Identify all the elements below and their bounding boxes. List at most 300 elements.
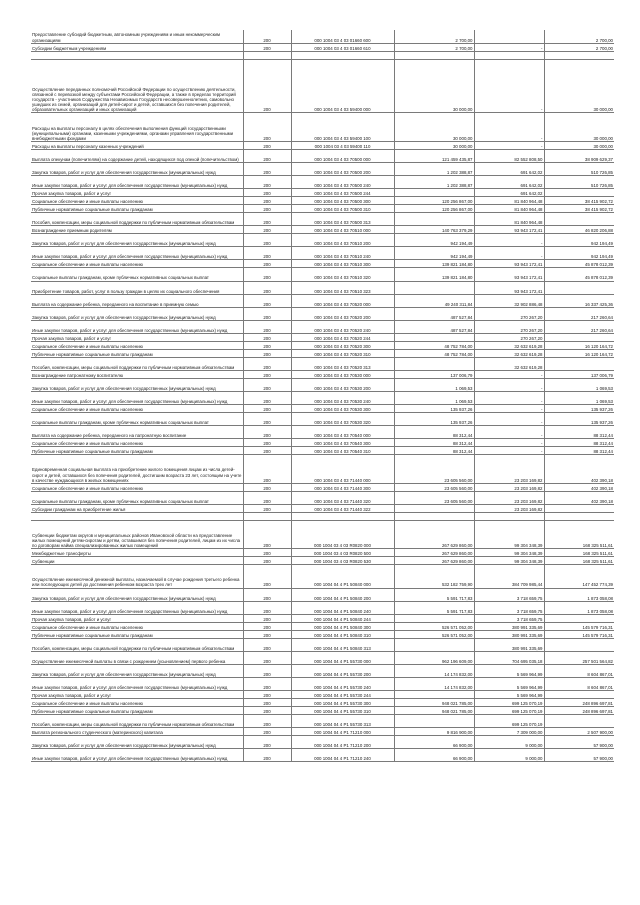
row-classification-code-cell: 000 1004 03 4 03 70520 300 xyxy=(291,341,394,349)
row-classification-code-cell: 000 1004 03 4 03 59400 000 xyxy=(291,59,394,113)
row-line-code-cell: 200 xyxy=(243,678,291,691)
row-name-cell: Публичные нормативные социальные выплаты гражданам xyxy=(31,630,243,638)
row-executed-amount-cell: 32 632 619,28 xyxy=(474,341,544,349)
row-remaining-amount-cell: 135 937,26 xyxy=(544,413,614,426)
row-name-cell: Осуществление ежемесячной выплаты в связи с рождением (усыновлением) первого ребенка xyxy=(31,651,243,664)
row-approved-amount-cell: 948 021 785,00 xyxy=(394,699,474,707)
row-executed-amount-cell: 3 718 659,75 xyxy=(474,588,544,601)
table-row xyxy=(31,379,614,392)
row-classification-code-cell: 000 1004 04 4 Р1 50840 244 xyxy=(291,614,394,622)
row-classification-code-cell: 000 1004 03 4 03 70520 200 xyxy=(291,307,394,320)
row-classification-code-cell: 000 1004 04 4 Р1 50840 313 xyxy=(291,638,394,651)
row-remaining-amount-cell: 217 260,64 xyxy=(544,307,614,320)
row-name-cell: Приобретение товаров, работ, услуг в пользу граждан в целях их социального обеспечения xyxy=(31,281,243,294)
row-classification-code-cell: 000 1004 03 4 03 70540 300 xyxy=(291,439,394,447)
table-row xyxy=(31,162,614,175)
row-remaining-amount-cell xyxy=(544,281,614,294)
row-line-code-cell: 200 xyxy=(243,30,291,43)
row-executed-amount-cell: 23 203 169,82 xyxy=(474,483,544,491)
row-name-cell: Выплата на содержание ребенка, переданного на воспитание в приемную семью xyxy=(31,294,243,307)
row-line-code-cell: 200 xyxy=(243,341,291,349)
table-row xyxy=(31,213,614,226)
row-remaining-amount-cell: 8 604 867,01 xyxy=(544,664,614,677)
row-remaining-amount-cell: 16 120 164,72 xyxy=(544,349,614,357)
row-remaining-amount-cell xyxy=(544,333,614,341)
row-line-code-cell: 200 xyxy=(243,565,291,588)
row-classification-code-cell: 000 1004 04 4 Р1 50840 300 xyxy=(291,622,394,630)
table-row xyxy=(31,588,614,601)
row-line-code-cell: 200 xyxy=(243,176,291,189)
row-classification-code-cell: 000 1004 03 4 03 71440 300 xyxy=(291,483,394,491)
row-line-code-cell: 200 xyxy=(243,588,291,601)
table-row xyxy=(31,176,614,189)
row-classification-code-cell: 000 1004 04 4 Р1 55730 300 xyxy=(291,699,394,707)
row-name-cell: Субвенции бюджетам округов и муниципальных районов Ивановской области на предоставление жилых помещений детям-сиротам и детям, оставшимся без попечения родителей, лицам из их числа по договорам найма специализированных жилых помещений xyxy=(31,520,243,548)
row-remaining-amount-cell: 88 312,44 xyxy=(544,447,614,455)
row-line-code-cell: 200 xyxy=(243,379,291,392)
row-classification-code-cell: 000 1004 04 4 Р1 55730 310 xyxy=(291,707,394,715)
row-executed-amount-cell: - xyxy=(474,43,544,51)
row-remaining-amount-cell: 38 909 629,37 xyxy=(544,149,614,162)
row-executed-amount-cell: 270 267,20 xyxy=(474,320,544,333)
row-remaining-amount-cell: 88 312,44 xyxy=(544,426,614,439)
row-name-cell: Расходы на выплаты персоналу казенных учреждений xyxy=(31,141,243,149)
row-approved-amount-cell: 66 900,00 xyxy=(394,736,474,749)
row-approved-amount-cell: 121 459 435,87 xyxy=(394,149,474,162)
row-approved-amount-cell: 1 069,53 xyxy=(394,392,474,405)
row-line-code-cell: 200 xyxy=(243,205,291,213)
row-name-cell: Иные закупки товаров, работ и услуг для обеспечения государственных (муниципальных) нужд xyxy=(31,320,243,333)
row-classification-code-cell: 000 1004 03 4 03 01660 610 xyxy=(291,43,394,51)
row-remaining-amount-cell: 2 507 900,00 xyxy=(544,728,614,736)
row-name-cell xyxy=(31,512,243,520)
row-remaining-amount-cell: 46 820 206,88 xyxy=(544,226,614,234)
row-classification-code-cell: 000 1004 03 4 03 70530 300 xyxy=(291,405,394,413)
row-classification-code-cell: 000 1004 03 4 03 70540 000 xyxy=(291,426,394,439)
row-classification-code-cell: 000 1004 03 4 03 70520 000 xyxy=(291,294,394,307)
row-line-code-cell: 200 xyxy=(243,483,291,491)
table-row xyxy=(31,728,614,736)
row-executed-amount-cell: 23 203 169,82 xyxy=(474,504,544,512)
row-classification-code-cell: 000 1004 04 4 Р1 50840 240 xyxy=(291,601,394,614)
row-name-cell: Вознаграждение приемным родителям xyxy=(31,226,243,234)
row-approved-amount-cell: 23 605 560,00 xyxy=(394,483,474,491)
row-approved-amount-cell: 5 591 717,83 xyxy=(394,601,474,614)
row-executed-amount-cell: 81 840 964,48 xyxy=(474,205,544,213)
table-row xyxy=(31,281,614,294)
row-approved-amount-cell: 120 256 867,00 xyxy=(394,197,474,205)
row-executed-amount-cell: 5 569 964,99 xyxy=(474,678,544,691)
budget-execution-table xyxy=(31,30,614,762)
row-approved-amount-cell: 1 069,53 xyxy=(394,379,474,392)
table-row xyxy=(31,357,614,370)
row-remaining-amount-cell: 168 325 511,61 xyxy=(544,520,614,548)
row-executed-amount-cell: - xyxy=(474,392,544,405)
row-name-cell: Социальное обеспечение и иные выплаты населению xyxy=(31,622,243,630)
row-line-code-cell: 200 xyxy=(243,213,291,226)
row-name-cell: Социальное обеспечение и иные выплаты населению xyxy=(31,341,243,349)
row-remaining-amount-cell xyxy=(544,51,614,59)
row-executed-amount-cell: - xyxy=(474,379,544,392)
table-row xyxy=(31,699,614,707)
row-remaining-amount-cell: 510 726,85 xyxy=(544,176,614,189)
row-approved-amount-cell xyxy=(394,189,474,197)
table-row xyxy=(31,341,614,349)
table-row xyxy=(31,405,614,413)
row-name-cell: Социальное обеспечение и иные выплаты населению xyxy=(31,699,243,707)
table-row xyxy=(31,678,614,691)
row-classification-code-cell: 000 1004 03 4 03 70530 000 xyxy=(291,371,394,379)
row-line-code-cell: 200 xyxy=(243,189,291,197)
row-name-cell: Пособия, компенсации, меры социальной поддержки по публичным нормативным обязательствам xyxy=(31,638,243,651)
row-line-code-cell: 200 xyxy=(243,371,291,379)
row-approved-amount-cell: 14 174 832,00 xyxy=(394,664,474,677)
row-remaining-amount-cell: 2 700,00 xyxy=(544,43,614,51)
row-classification-code-cell: 000 1004 03 4 03 59400 100 xyxy=(291,113,394,141)
row-approved-amount-cell: 532 182 759,90 xyxy=(394,565,474,588)
row-name-cell: Закупка товаров, работ и услуг для обеспечения государственных (муниципальных) нужд xyxy=(31,162,243,175)
row-name-cell: Вознаграждение патронатному воспитателю xyxy=(31,371,243,379)
row-classification-code-cell: 000 1004 03 4 03 70530 320 xyxy=(291,413,394,426)
row-line-code-cell: 200 xyxy=(243,357,291,370)
row-remaining-amount-cell: 248 896 697,81 xyxy=(544,707,614,715)
row-name-cell: Прочая закупка товаров, работ и услуг xyxy=(31,691,243,699)
row-remaining-amount-cell: 88 312,44 xyxy=(544,439,614,447)
row-line-code-cell: 200 xyxy=(243,43,291,51)
row-executed-amount-cell: - xyxy=(474,426,544,439)
row-line-code-cell xyxy=(243,512,291,520)
row-line-code-cell: 200 xyxy=(243,664,291,677)
row-name-cell: Межбюджетные трансферты xyxy=(31,549,243,557)
row-classification-code-cell: 000 1004 03 4 03 R0820 000 xyxy=(291,520,394,548)
table-row xyxy=(31,234,614,247)
row-name-cell: Публичные нормативные социальные выплаты гражданам xyxy=(31,447,243,455)
table-row xyxy=(31,294,614,307)
row-approved-amount-cell: 135 937,26 xyxy=(394,405,474,413)
row-line-code-cell: 200 xyxy=(243,699,291,707)
row-name-cell: Пособия, компенсации, меры социальной поддержки по публичным нормативным обязательствам xyxy=(31,213,243,226)
row-name-cell: Социальное обеспечение и иные выплаты населению xyxy=(31,439,243,447)
table-row xyxy=(31,392,614,405)
row-approved-amount-cell: 2 700,00 xyxy=(394,30,474,43)
row-classification-code-cell: 000 1004 03 4 03 R0820 530 xyxy=(291,557,394,565)
row-name-cell: Социальное обеспечение и иные выплаты населению xyxy=(31,483,243,491)
row-remaining-amount-cell: 1 069,53 xyxy=(544,392,614,405)
row-name-cell: Субсидии бюджетным учреждениям xyxy=(31,43,243,51)
row-classification-code-cell: 000 1004 04 4 Р1 50840 000 xyxy=(291,565,394,588)
row-line-code-cell: 200 xyxy=(243,651,291,664)
row-remaining-amount-cell xyxy=(544,691,614,699)
row-executed-amount-cell: - xyxy=(474,371,544,379)
table-row xyxy=(31,520,614,548)
row-executed-amount-cell: 9 000,00 xyxy=(474,749,544,762)
table-row xyxy=(31,426,614,439)
row-approved-amount-cell: 139 821 184,80 xyxy=(394,268,474,281)
table-row xyxy=(31,455,614,483)
row-approved-amount-cell: 526 571 052,00 xyxy=(394,630,474,638)
row-executed-amount-cell: 691 642,02 xyxy=(474,189,544,197)
row-name-cell: Социальное обеспечение и иные выплаты населению xyxy=(31,260,243,268)
row-line-code-cell: 200 xyxy=(243,601,291,614)
row-executed-amount-cell: 32 632 619,28 xyxy=(474,349,544,357)
row-remaining-amount-cell: 137 006,79 xyxy=(544,371,614,379)
row-name-cell: Публичные нормативные социальные выплаты гражданам xyxy=(31,707,243,715)
row-line-code-cell: 200 xyxy=(243,260,291,268)
row-name-cell: Социальные выплаты гражданам, кроме публичных нормативных социальных выплат xyxy=(31,268,243,281)
row-executed-amount-cell: 704 695 035,18 xyxy=(474,651,544,664)
row-remaining-amount-cell xyxy=(544,614,614,622)
row-name-cell: Социальные выплаты гражданам, кроме публичных нормативных социальных выплат xyxy=(31,413,243,426)
row-remaining-amount-cell: 2 700,00 xyxy=(544,30,614,43)
row-line-code-cell: 200 xyxy=(243,707,291,715)
row-approved-amount-cell: 88 312,44 xyxy=(394,439,474,447)
row-classification-code-cell: 000 1004 03 4 03 70500 310 xyxy=(291,205,394,213)
row-remaining-amount-cell xyxy=(544,638,614,651)
row-remaining-amount-cell: 30 000,00 xyxy=(544,59,614,113)
table-row xyxy=(31,622,614,630)
table-row xyxy=(31,483,614,491)
table-row xyxy=(31,113,614,141)
row-approved-amount-cell xyxy=(394,715,474,728)
row-executed-amount-cell: 23 203 169,82 xyxy=(474,491,544,504)
row-remaining-amount-cell xyxy=(544,189,614,197)
row-line-code-cell: 200 xyxy=(243,141,291,149)
row-approved-amount-cell: 1 202 388,87 xyxy=(394,176,474,189)
table-row xyxy=(31,664,614,677)
table-row xyxy=(31,141,614,149)
table-row xyxy=(31,247,614,260)
row-executed-amount-cell: 699 125 070,19 xyxy=(474,699,544,707)
row-classification-code-cell: 000 1004 03 4 03 70500 000 xyxy=(291,149,394,162)
row-classification-code-cell: 000 1004 03 4 03 70500 200 xyxy=(291,162,394,175)
row-name-cell xyxy=(31,51,243,59)
row-name-cell: Закупка товаров, работ и услуг для обеспечения государственных (муниципальных) нужд xyxy=(31,588,243,601)
row-remaining-amount-cell: 30 000,00 xyxy=(544,113,614,141)
row-executed-amount-cell: - xyxy=(474,413,544,426)
row-remaining-amount-cell: 1 873 058,08 xyxy=(544,601,614,614)
row-name-cell: Выплата регионального студенческого (материнского) капитала xyxy=(31,728,243,736)
row-approved-amount-cell xyxy=(394,213,474,226)
row-remaining-amount-cell: 38 415 902,72 xyxy=(544,197,614,205)
row-executed-amount-cell: 7 309 000,00 xyxy=(474,728,544,736)
row-executed-amount-cell xyxy=(474,512,544,520)
row-line-code-cell: 200 xyxy=(243,405,291,413)
row-executed-amount-cell: 5 569 964,99 xyxy=(474,664,544,677)
row-approved-amount-cell: 5 591 717,83 xyxy=(394,588,474,601)
row-approved-amount-cell: 66 900,00 xyxy=(394,749,474,762)
row-remaining-amount-cell: 45 878 012,39 xyxy=(544,260,614,268)
row-classification-code-cell: 000 1004 03 4 03 71440 320 xyxy=(291,491,394,504)
row-line-code-cell: 200 xyxy=(243,736,291,749)
table-row xyxy=(31,512,614,520)
row-approved-amount-cell: 48 752 784,00 xyxy=(394,349,474,357)
row-approved-amount-cell xyxy=(394,357,474,370)
row-approved-amount-cell: 526 571 052,00 xyxy=(394,622,474,630)
row-approved-amount-cell: 2 700,00 xyxy=(394,43,474,51)
table-row xyxy=(31,557,614,565)
row-line-code-cell: 200 xyxy=(243,728,291,736)
row-name-cell: Социальное обеспечение и иные выплаты населению xyxy=(31,405,243,413)
row-name-cell: Закупка товаров, работ и услуг для обеспечения государственных (муниципальных) нужд xyxy=(31,234,243,247)
row-remaining-amount-cell: 8 604 867,01 xyxy=(544,678,614,691)
row-line-code-cell: 200 xyxy=(243,226,291,234)
row-executed-amount-cell: - xyxy=(474,59,544,113)
row-name-cell: Иные закупки товаров, работ и услуг для обеспечения государственных (муниципальных) нужд xyxy=(31,678,243,691)
row-classification-code-cell: 000 1004 03 4 03 70520 244 xyxy=(291,333,394,341)
row-approved-amount-cell: 487 527,84 xyxy=(394,320,474,333)
row-classification-code-cell: 000 1004 03 4 03 70520 310 xyxy=(291,349,394,357)
row-approved-amount-cell: 948 021 785,00 xyxy=(394,707,474,715)
row-line-code-cell: 200 xyxy=(243,622,291,630)
row-executed-amount-cell: - xyxy=(474,141,544,149)
table-row xyxy=(31,707,614,715)
row-executed-amount-cell xyxy=(474,30,544,43)
row-remaining-amount-cell xyxy=(544,504,614,512)
row-remaining-amount-cell: 402 390,18 xyxy=(544,491,614,504)
row-line-code-cell: 200 xyxy=(243,333,291,341)
row-classification-code-cell: 000 1004 03 4 03 70520 313 xyxy=(291,357,394,370)
row-executed-amount-cell: 93 943 172,41 xyxy=(474,268,544,281)
row-name-cell: Публичные нормативные социальные выплаты гражданам xyxy=(31,349,243,357)
row-executed-amount-cell: 3 718 659,75 xyxy=(474,614,544,622)
row-approved-amount-cell: 942 194,49 xyxy=(394,234,474,247)
row-executed-amount-cell: 9 000,00 xyxy=(474,736,544,749)
row-approved-amount-cell: 487 527,84 xyxy=(394,307,474,320)
row-remaining-amount-cell: 402 390,18 xyxy=(544,483,614,491)
row-name-cell: Иные закупки товаров, работ и услуг для обеспечения государственных (муниципальных) нужд xyxy=(31,247,243,260)
table-row xyxy=(31,51,614,59)
row-name-cell: Закупка товаров, работ и услуг для обеспечения государственных (муниципальных) нужд xyxy=(31,379,243,392)
table-row xyxy=(31,447,614,455)
row-remaining-amount-cell: 402 390,18 xyxy=(544,455,614,483)
table-row xyxy=(31,601,614,614)
row-executed-amount-cell: 99 304 348,39 xyxy=(474,549,544,557)
row-name-cell: Предоставление субсидий бюджетным, автономным учреждениям и иным некоммерческим организациям xyxy=(31,30,243,43)
row-executed-amount-cell: 32 632 619,28 xyxy=(474,357,544,370)
row-name-cell: Закупка товаров, работ и услуг для обеспечения государственных (муниципальных) нужд xyxy=(31,307,243,320)
row-remaining-amount-cell: 168 325 511,61 xyxy=(544,549,614,557)
table-row xyxy=(31,43,614,51)
row-line-code-cell: 200 xyxy=(243,549,291,557)
row-name-cell: Прочая закупка товаров, работ и услуг xyxy=(31,333,243,341)
row-approved-amount-cell: 30 000,00 xyxy=(394,59,474,113)
row-executed-amount-cell: 93 943 172,41 xyxy=(474,226,544,234)
row-classification-code-cell: 000 1004 03 4 03 70540 310 xyxy=(291,447,394,455)
row-line-code-cell: 200 xyxy=(243,455,291,483)
row-executed-amount-cell: 81 840 964,48 xyxy=(474,197,544,205)
row-name-cell: Осуществление ежемесячной денежной выплаты, назначаемой в случае рождения третьего ребенка или последующих детей до достижения ребенком возраста трех лет xyxy=(31,565,243,588)
row-approved-amount-cell: 88 312,44 xyxy=(394,426,474,439)
row-name-cell: Иные закупки товаров, работ и услуг для обеспечения государственных (муниципальных) нужд xyxy=(31,749,243,762)
row-remaining-amount-cell: 57 900,00 xyxy=(544,736,614,749)
row-remaining-amount-cell: 168 325 511,61 xyxy=(544,557,614,565)
row-line-code-cell: 200 xyxy=(243,59,291,113)
row-name-cell: Прочая закупка товаров, работ и услуг xyxy=(31,614,243,622)
row-classification-code-cell: 000 1004 03 4 03 70500 240 xyxy=(291,176,394,189)
row-line-code-cell: 200 xyxy=(243,349,291,357)
table-row xyxy=(31,149,614,162)
row-executed-amount-cell: - xyxy=(474,405,544,413)
row-classification-code-cell: 000 1004 03 4 03 70500 244 xyxy=(291,189,394,197)
row-executed-amount-cell: - xyxy=(474,113,544,141)
row-executed-amount-cell: - xyxy=(474,247,544,260)
row-executed-amount-cell: 699 125 070,19 xyxy=(474,707,544,715)
row-executed-amount-cell: 93 943 172,41 xyxy=(474,260,544,268)
row-line-code-cell: 200 xyxy=(243,491,291,504)
row-approved-amount-cell: 942 194,49 xyxy=(394,247,474,260)
row-approved-amount-cell xyxy=(394,512,474,520)
table-row xyxy=(31,371,614,379)
row-line-code-cell: 200 xyxy=(243,749,291,762)
table-row xyxy=(31,614,614,622)
table-row xyxy=(31,504,614,512)
table-row xyxy=(31,197,614,205)
row-line-code-cell: 200 xyxy=(243,439,291,447)
row-line-code-cell: 200 xyxy=(243,638,291,651)
row-classification-code-cell xyxy=(291,51,394,59)
row-classification-code-cell: 000 1004 03 4 03 70500 313 xyxy=(291,213,394,226)
row-executed-amount-cell: 380 991 335,69 xyxy=(474,622,544,630)
row-classification-code-cell: 000 1004 04 4 Р1 71210 240 xyxy=(291,749,394,762)
row-classification-code-cell: 000 1004 03 4 03 59400 110 xyxy=(291,141,394,149)
row-executed-amount-cell: 99 304 348,39 xyxy=(474,557,544,565)
row-remaining-amount-cell: 16 120 164,72 xyxy=(544,341,614,349)
row-line-code-cell: 200 xyxy=(243,149,291,162)
row-remaining-amount-cell: 38 415 902,72 xyxy=(544,205,614,213)
row-executed-amount-cell: 699 125 070,19 xyxy=(474,715,544,728)
row-remaining-amount-cell: 510 726,85 xyxy=(544,162,614,175)
row-line-code-cell: 200 xyxy=(243,691,291,699)
row-classification-code-cell: 000 1004 03 4 03 70520 240 xyxy=(291,320,394,333)
row-classification-code-cell: 000 1004 04 4 Р1 71210 000 xyxy=(291,728,394,736)
table-row xyxy=(31,268,614,281)
table-row xyxy=(31,651,614,664)
row-name-cell: Пособия, компенсации, меры социальной поддержки по публичным нормативным обязательствам xyxy=(31,715,243,728)
table-row xyxy=(31,349,614,357)
row-name-cell: Субсидии гражданам на приобретение жилья xyxy=(31,504,243,512)
row-line-code-cell: 200 xyxy=(243,247,291,260)
row-executed-amount-cell: 32 902 886,48 xyxy=(474,294,544,307)
row-classification-code-cell: 000 1004 03 4 03 70530 240 xyxy=(291,392,394,405)
row-classification-code-cell: 000 1004 03 4 03 71440 322 xyxy=(291,504,394,512)
row-remaining-amount-cell: 30 000,00 xyxy=(544,141,614,149)
row-remaining-amount-cell: 257 501 564,82 xyxy=(544,651,614,664)
table-row xyxy=(31,226,614,234)
row-remaining-amount-cell xyxy=(544,357,614,370)
row-name-cell: Выплата на содержание ребенка, переданного на патронатную воспитание xyxy=(31,426,243,439)
row-line-code-cell: 200 xyxy=(243,504,291,512)
row-line-code-cell: 200 xyxy=(243,557,291,565)
row-name-cell: Социальные выплаты гражданам, кроме публичных нормативных социальных выплат xyxy=(31,491,243,504)
row-remaining-amount-cell: 45 878 012,39 xyxy=(544,268,614,281)
row-executed-amount-cell: - xyxy=(474,439,544,447)
row-line-code-cell: 200 xyxy=(243,520,291,548)
row-line-code-cell: 200 xyxy=(243,162,291,175)
row-line-code-cell: 200 xyxy=(243,294,291,307)
row-line-code-cell: 200 xyxy=(243,447,291,455)
row-approved-amount-cell: 267 629 860,00 xyxy=(394,557,474,565)
table-row xyxy=(31,491,614,504)
row-classification-code-cell: 000 1004 03 4 03 70510 320 xyxy=(291,268,394,281)
row-classification-code-cell: 000 1004 03 4 03 70510 240 xyxy=(291,247,394,260)
table-row xyxy=(31,691,614,699)
row-approved-amount-cell xyxy=(394,281,474,294)
table-body xyxy=(31,30,614,762)
row-classification-code-cell: 000 1004 04 4 Р1 50840 310 xyxy=(291,630,394,638)
row-remaining-amount-cell: 217 260,64 xyxy=(544,320,614,333)
row-approved-amount-cell xyxy=(394,504,474,512)
row-remaining-amount-cell xyxy=(544,512,614,520)
